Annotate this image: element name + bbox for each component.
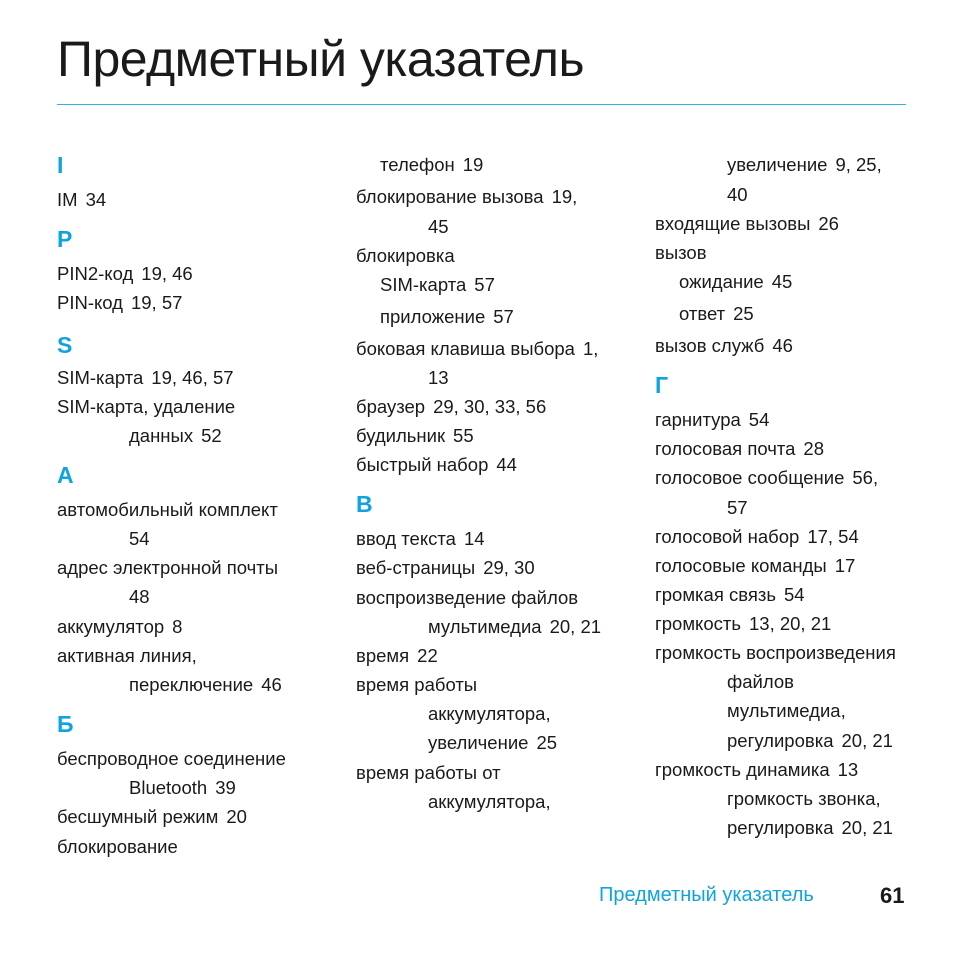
index-entry-term: боковая клавиша выбора [356, 338, 575, 359]
index-entry-term: активная линия, [57, 645, 197, 666]
index-entry-pages: 28 [803, 438, 824, 459]
index-entry-term: веб-страницы [356, 557, 476, 578]
index-entry-pages: 25 [733, 303, 754, 324]
index-entry-pages: 8 [172, 616, 183, 637]
index-entry [356, 425, 474, 447]
index-entry-term: переключение [129, 674, 254, 695]
index-entry-term: гарнитура [655, 409, 741, 430]
index-entry [727, 817, 893, 839]
index-entry [356, 557, 535, 579]
footer-section-label: Предметный указатель [599, 884, 814, 906]
index-entry-term: вызов [655, 242, 707, 263]
index-entry-pages: 48 [129, 586, 150, 607]
index-entry-pages: 39 [215, 777, 236, 798]
index-entry [129, 674, 282, 696]
index-entry-term: голосовые команды [655, 555, 827, 576]
index-entry [57, 645, 197, 667]
index-entry [428, 703, 551, 725]
index-letter-heading: I [57, 152, 64, 178]
index-entry-term: регулировка [727, 817, 834, 838]
index-entry-term: увеличение [727, 154, 828, 175]
index-entry-term: громкость воспроизведения [655, 642, 896, 663]
index-entry [356, 528, 485, 550]
index-entry-pages: 17 [834, 555, 856, 576]
index-entry [57, 292, 182, 314]
index-entry-term: мультимедиа [428, 616, 542, 637]
page-number: 61 [880, 883, 905, 908]
index-entry-term: голосовой набор [655, 526, 800, 547]
index-entry [655, 555, 855, 577]
index-entry-term: блокирование [57, 836, 178, 857]
index-entry-term: вызов служб [655, 335, 765, 356]
index-entry-term: автомобильный комплект [57, 499, 278, 520]
index-entry-pages: 46 [772, 335, 793, 356]
title-divider [57, 104, 906, 105]
index-entry [356, 245, 455, 267]
index-entry-term: телефон [380, 154, 455, 175]
index-entry-pages: 57 [493, 306, 514, 327]
index-entry [727, 788, 881, 810]
index-entry-term: адрес электронной почты [57, 557, 279, 578]
index-entry-term: время [356, 645, 410, 666]
index-entry-pages: 9, 25, [835, 154, 882, 175]
index-entry [679, 303, 754, 325]
index-entry-pages: 52 [201, 425, 222, 446]
index-entry [57, 499, 278, 521]
index-entry-term: входящие вызовы [655, 213, 811, 234]
index-entry-pages: 13 [837, 759, 859, 780]
index-entry-pages: 1, [582, 338, 599, 359]
index-entry-term: время работы [356, 674, 478, 695]
index-letter-heading: Б [57, 711, 74, 737]
index-entry-pages: 19, [551, 186, 578, 207]
index-entry-term: IM [57, 189, 78, 210]
index-entry [727, 497, 748, 519]
index-entry-pages: 20 [226, 806, 247, 827]
index-entry [129, 586, 150, 608]
index-entry [57, 557, 278, 579]
index-entry [428, 616, 601, 638]
index-entry-pages: 45 [428, 216, 449, 237]
index-entry [57, 189, 106, 211]
index-entry [57, 396, 235, 418]
index-entry-pages: 29, 30 [483, 557, 535, 578]
index-entry [57, 367, 234, 389]
index-entry [356, 454, 517, 476]
index-entry [655, 213, 839, 235]
index-entry-pages: 17, 54 [807, 526, 859, 547]
index-entry [727, 730, 893, 752]
index-entry [129, 528, 150, 550]
index-entry-pages: 44 [496, 454, 517, 475]
index-entry-term: SIM-карта [380, 274, 467, 295]
index-entry-term: быстрый набор [356, 454, 489, 475]
index-entry-term: ввод текста [356, 528, 456, 549]
index-entry-pages: 19, 46 [141, 263, 193, 284]
index-entry-pages: 55 [453, 425, 474, 446]
index-entry-pages: 19, 46, 57 [151, 367, 234, 388]
index-entry-pages: 29, 30, 33, 56 [433, 396, 547, 417]
index-entry-pages: 22 [417, 645, 438, 666]
index-entry [356, 587, 578, 609]
index-entry-pages: 57 [727, 497, 748, 518]
index-entry-pages: 54 [784, 584, 805, 605]
index-entry-pages: 14 [463, 528, 485, 549]
index-entry-pages: 45 [771, 271, 793, 292]
index-entry [727, 700, 846, 722]
index-entry-pages: 56, [852, 467, 879, 488]
index-entry-term: громкость [655, 613, 741, 634]
index-entry-term: SIM-карта, удаление [57, 396, 236, 417]
index-entry-pages: 20, 21 [841, 730, 893, 751]
index-entry [655, 584, 805, 606]
index-letter-heading: А [57, 462, 74, 488]
index-entry [655, 438, 824, 460]
index-entry-pages: 13 [428, 367, 449, 388]
index-entry-term: браузер [356, 396, 426, 417]
index-entry-term: аккумулятора, [428, 791, 551, 812]
index-entry-pages: 13, 20, 21 [749, 613, 832, 634]
index-entry [655, 642, 896, 664]
index-entry [57, 616, 182, 638]
index-entry-term: увеличение [428, 732, 529, 753]
index-entry [428, 791, 551, 813]
index-entry [727, 184, 748, 206]
index-entry-term: PIN2-код [57, 263, 134, 284]
index-letter-heading: Г [655, 372, 669, 398]
index-entry-term: будильник [356, 425, 446, 446]
index-letter-heading: В [356, 491, 373, 517]
index-entry [129, 425, 222, 447]
index-entry-term: громкость звонка, [727, 788, 881, 809]
index-entry [727, 154, 882, 176]
index-entry [428, 732, 557, 754]
index-entry [57, 806, 247, 828]
index-entry [356, 762, 501, 784]
index-entry-term: громкая связь [655, 584, 776, 605]
index-entry [57, 748, 286, 770]
index-letter-heading: P [57, 226, 73, 252]
index-entry [679, 271, 792, 293]
index-entry [655, 242, 707, 264]
index-entry [356, 674, 477, 696]
index-entry-pages: 34 [85, 189, 107, 210]
index-entry [428, 216, 449, 238]
index-entry-pages: 57 [474, 274, 495, 295]
index-letter-heading: S [57, 332, 73, 358]
index-entry [655, 335, 793, 357]
index-entry-pages: 40 [727, 184, 748, 205]
index-entry-pages: 25 [536, 732, 558, 753]
index-entry-term: мультимедиа, [727, 700, 846, 721]
index-entry-pages: 46 [261, 674, 282, 695]
index-entry-pages: 54 [129, 528, 150, 549]
index-entry-term: регулировка [727, 730, 834, 751]
index-entry [356, 396, 546, 418]
index-entry-term: время работы от [356, 762, 501, 783]
index-entry [380, 274, 495, 296]
index-entry [428, 367, 449, 389]
index-entry [356, 645, 438, 667]
index-entry [655, 409, 769, 431]
index-entry-pages: 19 [462, 154, 484, 175]
index-entry-term: приложение [380, 306, 486, 327]
index-entry [129, 777, 236, 799]
index-entry-term: ответ [679, 303, 726, 324]
index-entry-pages: 20, 21 [549, 616, 602, 637]
index-entry-term: блокирование вызова [356, 186, 544, 207]
index-entry-term: блокировка [356, 245, 455, 266]
index-entry-term: файлов [727, 671, 794, 692]
index-entry-term: бесшумный режим [57, 806, 219, 827]
index-entry-term: PIN-код [57, 292, 123, 313]
index-entry-term: аккумулятор [57, 616, 165, 637]
index-entry-term: ожидание [679, 271, 764, 292]
index-entry-term: голосовая почта [655, 438, 796, 459]
index-entry [380, 306, 514, 328]
index-entry-term: данных [129, 425, 194, 446]
index-entry-term: аккумулятора, [428, 703, 551, 724]
index-entry [727, 671, 794, 693]
index-entry-term: беспроводное соединение [57, 748, 286, 769]
index-entry [356, 338, 598, 360]
index-entry [655, 526, 859, 548]
index-entry [356, 186, 577, 208]
index-entry-term: SIM-карта [57, 367, 144, 388]
index-entry [380, 154, 483, 176]
index-entry-term: воспроизведение файлов [356, 587, 579, 608]
index-entry-term: громкость динамика [655, 759, 830, 780]
index-entry-pages: 19, 57 [130, 292, 183, 313]
index-entry-pages: 26 [818, 213, 839, 234]
index-entry [655, 759, 858, 781]
index-entry-term: Bluetooth [129, 777, 208, 798]
index-entry [655, 467, 878, 489]
page-title: Предметный указатель [57, 31, 584, 87]
index-entry-pages: 20, 21 [841, 817, 893, 838]
index-entry [655, 613, 831, 635]
index-entry-pages: 54 [748, 409, 770, 430]
index-entry-term: голосовое сообщение [655, 467, 845, 488]
index-entry [57, 836, 178, 858]
index-entry [57, 263, 193, 285]
